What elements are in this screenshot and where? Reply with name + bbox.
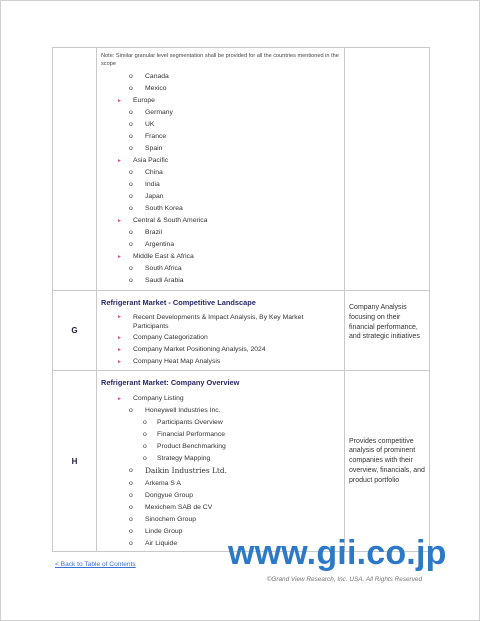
- country-label: Argentina: [145, 241, 175, 248]
- detail-label: Strategy Mapping: [157, 455, 211, 462]
- circle-bullet-icon: o: [129, 133, 133, 140]
- circle-bullet-icon: o: [129, 121, 133, 128]
- arrow-bullet-icon: ►: [117, 218, 122, 224]
- arrow-bullet-icon: ►: [117, 347, 122, 353]
- regions-row: [53, 48, 430, 291]
- regions-id-cell: [53, 48, 97, 291]
- list-item: [129, 131, 340, 143]
- landscape-item-label: Company Heat Map Analysis: [133, 358, 221, 365]
- circle-bullet-icon: o: [129, 109, 133, 116]
- list-item: [129, 239, 340, 251]
- country-label: France: [145, 133, 167, 140]
- list-item: [129, 71, 340, 83]
- section-g-list: [101, 313, 340, 368]
- circle-bullet-icon: o: [129, 467, 133, 474]
- list-item: [129, 227, 340, 239]
- circle-bullet-icon: o: [129, 181, 133, 188]
- country-label: Germany: [145, 109, 173, 116]
- circle-bullet-icon: o: [143, 431, 147, 438]
- detail-label: Product Benchmarking: [157, 443, 226, 450]
- section-h-id: H: [53, 371, 97, 552]
- report-table: [52, 47, 430, 552]
- circle-bullet-icon: o: [129, 73, 133, 80]
- country-label: Saudi Arabia: [145, 277, 184, 284]
- circle-bullet-icon: o: [129, 407, 133, 414]
- circle-bullet-icon: o: [129, 504, 133, 511]
- regions-side-cell: [345, 48, 430, 291]
- circle-bullet-icon: o: [129, 229, 133, 236]
- circle-bullet-icon: o: [129, 516, 133, 523]
- circle-bullet-icon: o: [129, 85, 133, 92]
- section-g-id: G: [53, 291, 97, 371]
- section-g-row: [53, 291, 430, 371]
- circle-bullet-icon: o: [129, 277, 133, 284]
- circle-bullet-icon: o: [143, 455, 147, 462]
- arrow-bullet-icon: ►: [117, 158, 122, 164]
- section-h-title: Refrigerant Market: Company Overview: [101, 378, 240, 387]
- region-label: Asia Pacific: [133, 157, 169, 164]
- list-item: [117, 155, 340, 215]
- list-item: [129, 107, 340, 119]
- country-list: [117, 107, 340, 155]
- list-item: [117, 356, 340, 368]
- list-item: [129, 179, 340, 191]
- list-item: [143, 417, 340, 429]
- list-item: [143, 453, 340, 465]
- list-item: [129, 405, 340, 465]
- detail-label: Participants Overview: [157, 419, 223, 426]
- list-item: [117, 313, 340, 331]
- list-item: [117, 393, 340, 550]
- company-name: Linde Group: [145, 528, 183, 535]
- list-item: [129, 191, 340, 203]
- list-item: [129, 263, 340, 275]
- list-item: [129, 514, 340, 526]
- circle-bullet-icon: o: [129, 241, 133, 248]
- circle-bullet-icon: o: [129, 193, 133, 200]
- company-name: Honeywell Industries Inc.: [145, 407, 221, 414]
- country-label: Spain: [145, 145, 163, 152]
- section-h-side: [345, 371, 430, 552]
- list-item: [143, 429, 340, 441]
- circle-bullet-icon: o: [129, 492, 133, 499]
- region-label: Central & South America: [133, 217, 208, 224]
- arrow-bullet-icon: ►: [117, 254, 122, 260]
- scope-note: Note: Similar granular level segmentation shall be provided for all the countries mentioned in the scope: [101, 53, 339, 67]
- company-name: Arkema S A: [145, 480, 181, 487]
- list-item: [129, 502, 340, 514]
- circle-bullet-icon: o: [129, 145, 133, 152]
- company-list: [117, 405, 340, 465]
- company-details-list: [129, 417, 340, 465]
- list-item: [117, 332, 340, 344]
- list-item: [129, 119, 340, 131]
- country-list: [117, 167, 340, 215]
- list-item: [129, 275, 340, 287]
- country-label: South Korea: [145, 205, 183, 212]
- arrow-bullet-icon: ►: [117, 314, 122, 320]
- company-name: Sinochem Group: [145, 516, 197, 523]
- company-name: Dongyue Group: [145, 492, 193, 499]
- copyright-text: ©Grand View Research, Inc. USA. All Rights Reserved: [266, 576, 422, 583]
- list-item: [117, 71, 340, 95]
- list-item: [129, 465, 340, 478]
- detail-label: Financial Performance: [157, 431, 225, 438]
- list-item: [117, 344, 340, 356]
- list-item: [129, 203, 340, 215]
- company-name: Air Liquide: [145, 540, 178, 547]
- country-label: Mexico: [145, 85, 167, 92]
- list-item: [129, 478, 340, 490]
- company-name: Daikin Industries Ltd.: [145, 466, 227, 475]
- country-label: India: [145, 181, 160, 188]
- section-g-main: [97, 291, 345, 371]
- circle-bullet-icon: o: [129, 265, 133, 272]
- country-label: UK: [145, 121, 155, 128]
- circle-bullet-icon: o: [143, 419, 147, 426]
- landscape-item-label: Recent Developments & Impact Analysis, By Key Market Participants: [133, 314, 304, 330]
- country-list: [117, 227, 340, 251]
- country-list: [117, 71, 340, 95]
- arrow-bullet-icon: ►: [117, 396, 122, 402]
- region-label: Middle East & Africa: [133, 253, 194, 260]
- circle-bullet-icon: o: [129, 528, 133, 535]
- country-label: Brazil: [145, 229, 162, 236]
- list-item: [143, 441, 340, 453]
- region-label: Europe: [133, 97, 155, 104]
- landscape-item-label: Company Market Positioning Analysis, 2024: [133, 346, 266, 353]
- country-label: Japan: [145, 193, 164, 200]
- section-h-main: [97, 371, 345, 552]
- country-label: China: [145, 169, 163, 176]
- section-g-title: Refrigerant Market - Competitive Landscape: [101, 298, 256, 307]
- country-label: South Africa: [145, 265, 182, 272]
- section-h-list: [101, 393, 340, 550]
- section-h-description: Provides competitive analysis of prominent companies with their overview, financials, and product portfolio: [349, 437, 425, 484]
- arrow-bullet-icon: ►: [117, 359, 122, 365]
- country-list: [117, 263, 340, 287]
- circle-bullet-icon: o: [143, 443, 147, 450]
- circle-bullet-icon: o: [129, 169, 133, 176]
- arrow-bullet-icon: ►: [117, 98, 122, 104]
- list-item: [117, 95, 340, 155]
- company-name: Mexichem SAB de CV: [145, 504, 213, 511]
- list-item: [117, 251, 340, 287]
- country-label: Canada: [145, 73, 169, 80]
- list-item: [129, 490, 340, 502]
- watermark: www.gii.co.jp: [228, 534, 447, 572]
- list-item: [129, 83, 340, 95]
- section-g-description: Company Analysis focusing on their financial performance, and strategic initiatives: [349, 304, 420, 341]
- back-to-toc-link[interactable]: < Back to Table of Contents: [55, 561, 136, 568]
- circle-bullet-icon: o: [129, 480, 133, 487]
- section-h-row: [53, 371, 430, 552]
- section-g-side: [345, 291, 430, 371]
- list-item: [129, 143, 340, 155]
- landscape-item-label: Company Categorization: [133, 334, 208, 341]
- company-listing-label: Company Listing: [133, 395, 184, 402]
- arrow-bullet-icon: ►: [117, 335, 122, 341]
- circle-bullet-icon: o: [129, 205, 133, 212]
- regions-list: [101, 71, 340, 287]
- list-item: [117, 215, 340, 251]
- regions-main-cell: [97, 48, 345, 291]
- circle-bullet-icon: o: [129, 540, 133, 547]
- list-item: [129, 167, 340, 179]
